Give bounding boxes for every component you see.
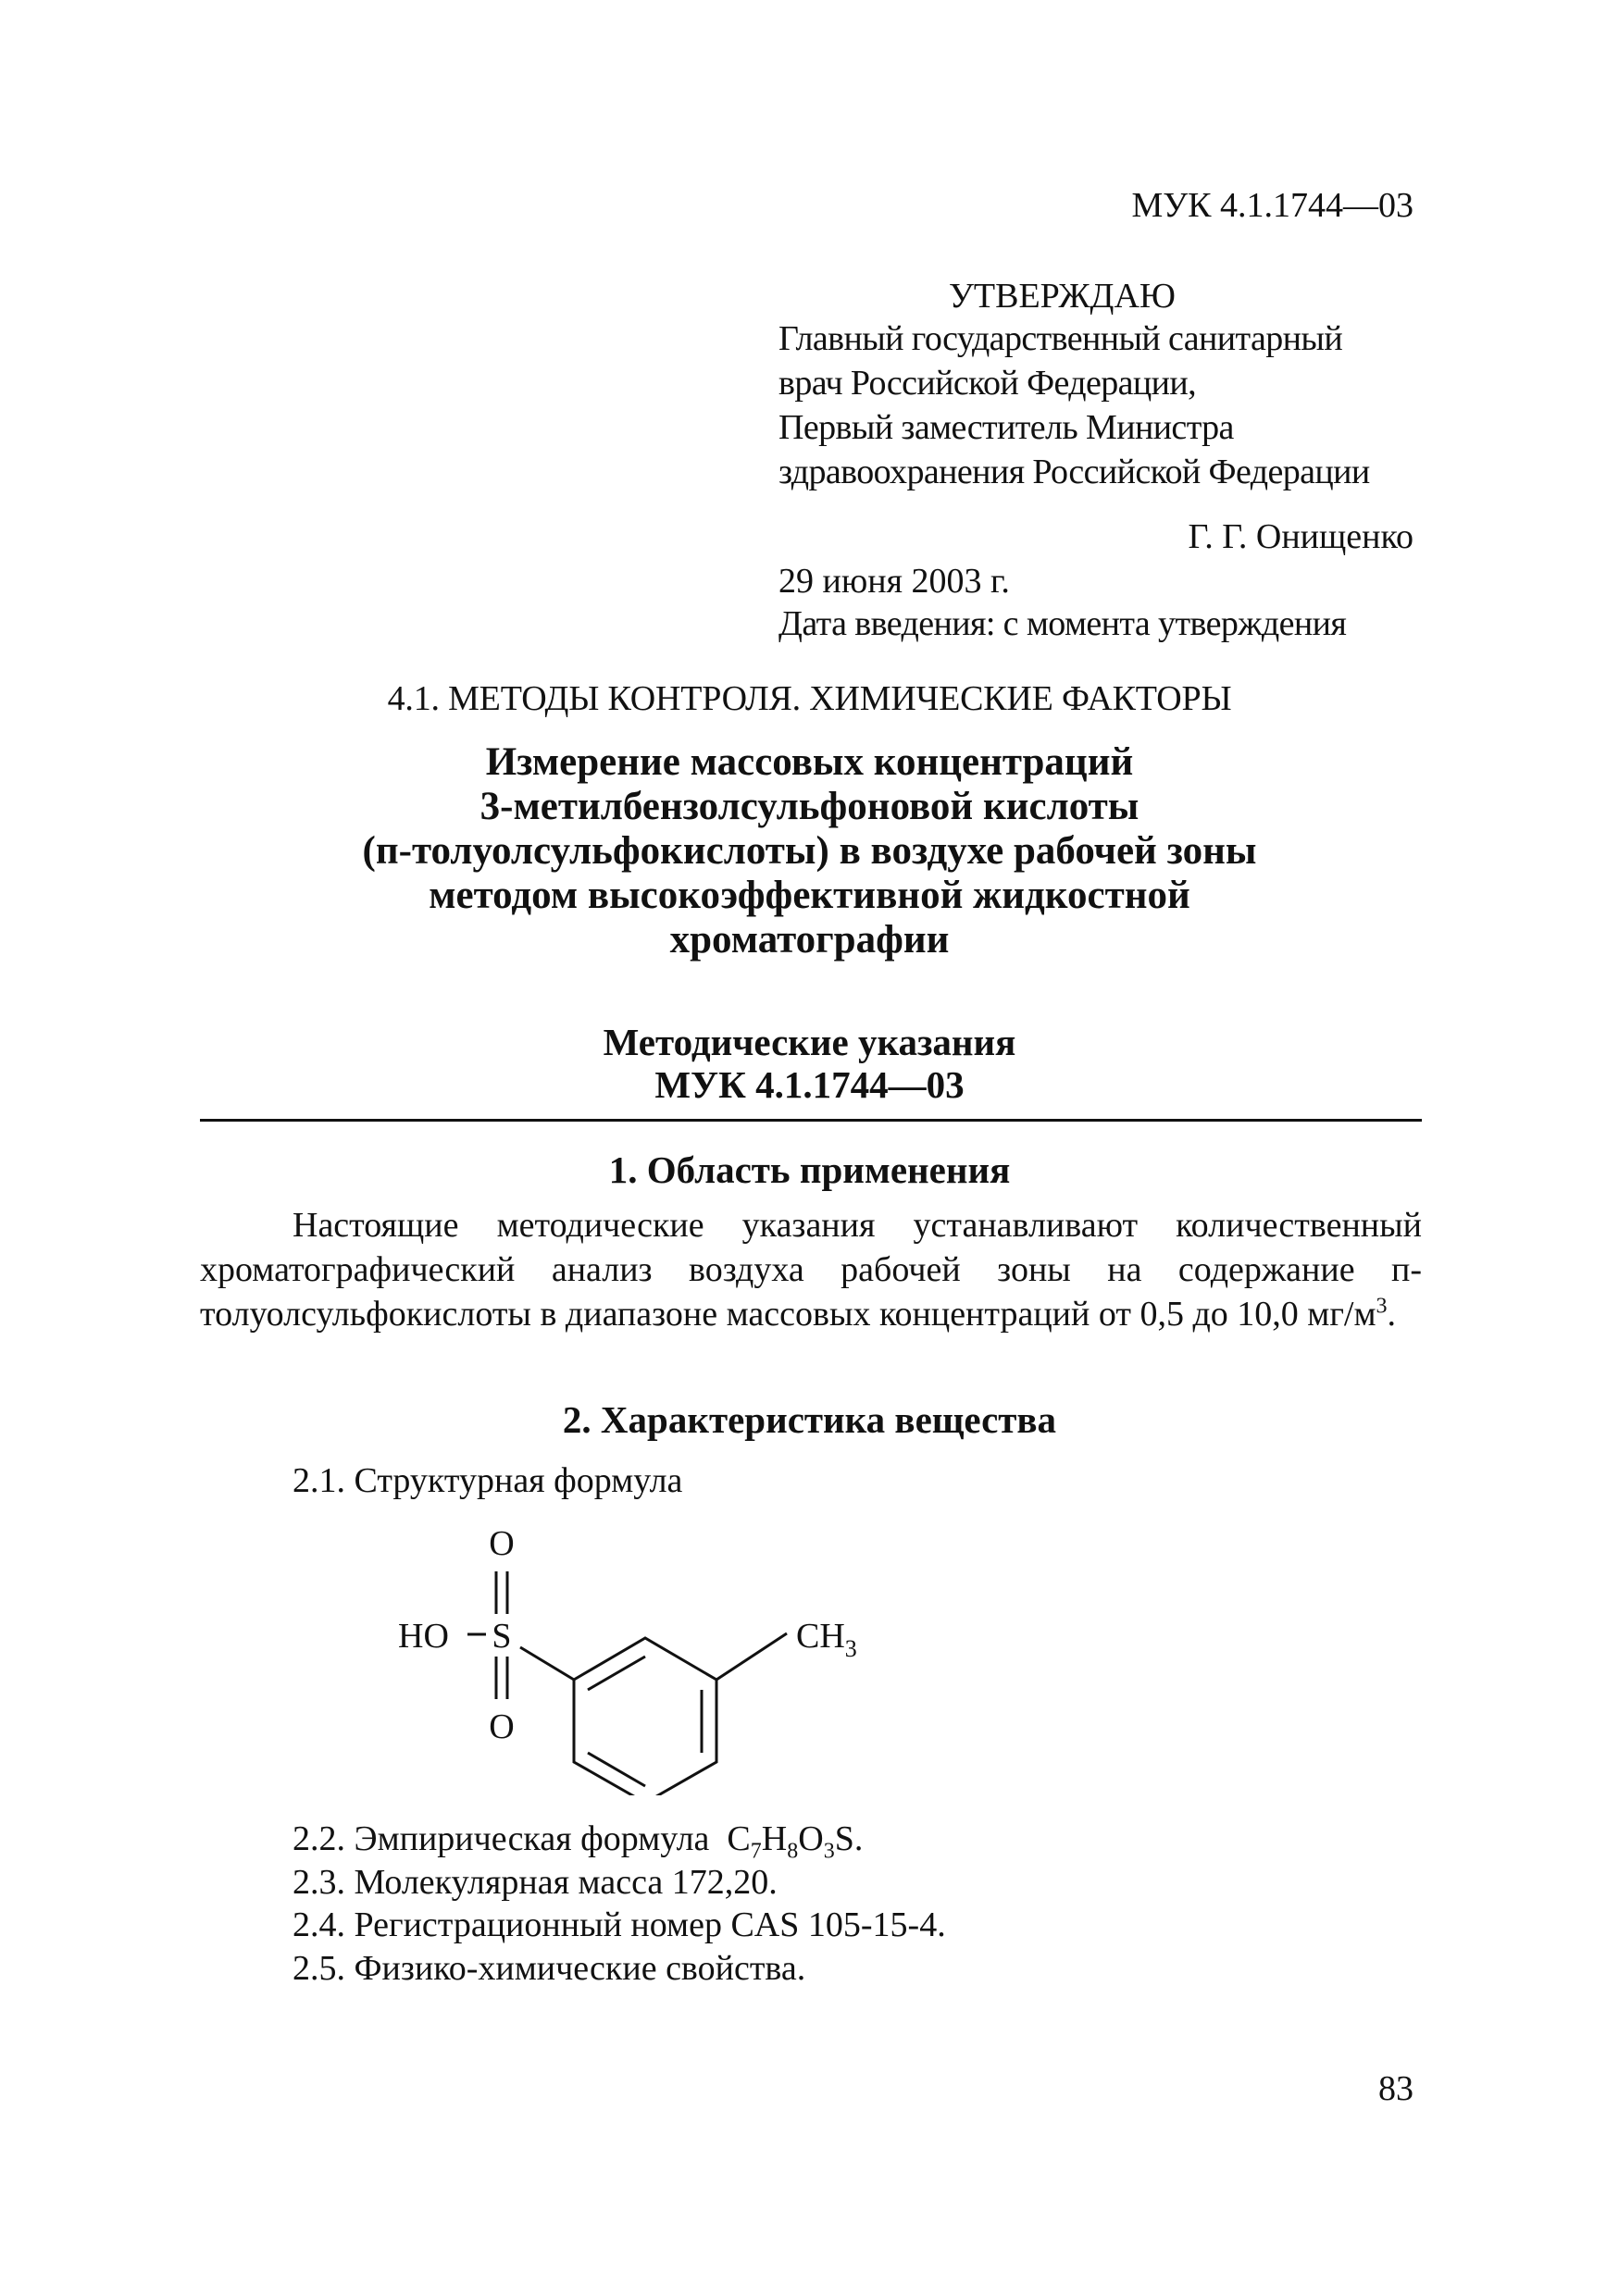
structural-formula: [389, 1518, 907, 1795]
document-type-label: Методические указания: [603, 1021, 1016, 1063]
approval-line: врач Российской Федерации,: [778, 364, 1197, 403]
title-line: (п-толуолсульфокислоты) в воздухе рабочей зоны: [362, 829, 1257, 873]
bond-lines: [467, 1571, 787, 1795]
title-line: хроматографии: [669, 918, 950, 962]
atom-label: O: [489, 1707, 515, 1746]
formula-part: S: [834, 1819, 854, 1858]
atom-label: HO: [398, 1617, 449, 1656]
atom-label: O: [489, 1524, 515, 1563]
list-item: 2.3. Молекулярная масса 172,20.: [293, 1863, 778, 1902]
formula-part: O: [798, 1819, 824, 1858]
section-heading: 1. Область применения: [608, 1148, 1011, 1191]
approval-line: Главный государственный санитарный: [778, 319, 1343, 358]
atom-label: [796, 1617, 857, 1662]
section-heading: 2. Характеристика вещества: [562, 1398, 1057, 1441]
approval-heading: УТВЕРЖДАЮ: [949, 277, 1176, 316]
approval-line: Первый заместитель Министра: [778, 408, 1234, 447]
list-item-label: 2.2. Эмпирическая формула: [293, 1819, 710, 1858]
document-code: МУК 4.1.1744—03: [1131, 186, 1414, 225]
approval-date: 29 июня 2003 г.: [778, 562, 1010, 601]
page-number: 83: [1378, 2069, 1414, 2108]
approver-name: Г. Г. Онищенко: [1188, 517, 1414, 556]
introduction-date: Дата введения: с момента утверждения: [778, 604, 1347, 643]
formula-part: C: [727, 1819, 751, 1858]
list-item: 2.4. Регистрационный номер CAS 105-15-4.: [293, 1905, 946, 1944]
approval-line: здравоохранения Российской Федерации: [778, 453, 1370, 491]
section-paragraph: [200, 1203, 1422, 1336]
document-type: [0, 1021, 1619, 1106]
formula-subscript: 7: [750, 1839, 762, 1864]
unit-superscript: 3: [1376, 1294, 1388, 1319]
document-type-code: МУК 4.1.1744—03: [654, 1063, 965, 1106]
title-line: Измерение массовых концентраций: [485, 740, 1134, 784]
atom-label: CH: [796, 1617, 845, 1656]
paragraph-text: Настоящие методические указания устанавливают количественный хроматографический анализ воздуха рабочей зоны на содержание п-толуолсульфокислоты в диапазоне массовых концентраций от 0,5 до 10,0 мг/м: [200, 1206, 1422, 1334]
formula-part: H: [761, 1819, 788, 1858]
atom-label: S: [492, 1617, 512, 1656]
empirical-formula: [727, 1819, 864, 1864]
document-title: [0, 740, 1619, 962]
approval-block: [778, 316, 1370, 494]
paragraph-end: .: [1387, 1295, 1397, 1334]
list-item: 2.1. Структурная формула: [293, 1461, 683, 1500]
series-heading: 4.1. МЕТОДЫ КОНТРОЛЯ. ХИМИЧЕСКИЕ ФАКТОРЫ: [387, 679, 1232, 718]
atom-subscript: 3: [844, 1635, 857, 1662]
list-item: 2.5. Физико-химические свойства.: [293, 1949, 806, 1988]
formula-subscript: 3: [823, 1839, 835, 1864]
formula-part: .: [853, 1819, 864, 1858]
formula-subscript: 8: [787, 1839, 799, 1864]
title-line: 3-метилбензолсульфоновой кислоты: [479, 785, 1140, 828]
title-line: методом высокоэффективной жидкостной: [429, 874, 1190, 917]
divider: [200, 1119, 1422, 1122]
list-item: [293, 1818, 863, 1865]
